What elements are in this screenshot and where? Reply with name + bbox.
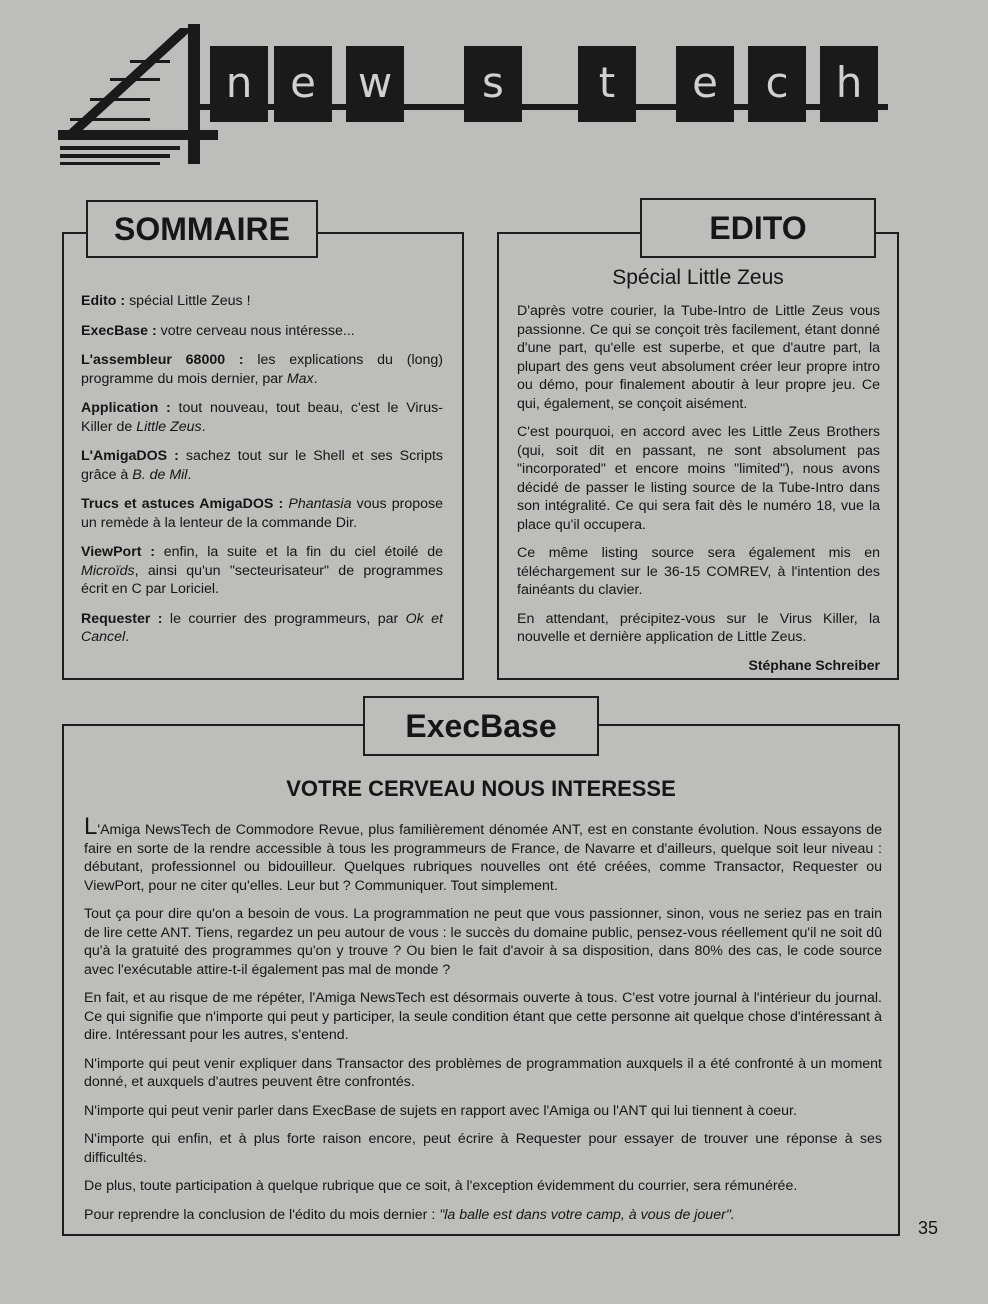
logo-tile: s <box>464 46 522 122</box>
sommaire-item: Requester : le courrier des programmeurs, par Ok et Cancel. <box>81 610 443 645</box>
execbase-title: ExecBase <box>363 696 599 756</box>
news-tech-logo <box>30 18 870 168</box>
logo-four-icon <box>30 18 230 168</box>
execbase-paragraph: En fait, et au risque de me répéter, l'Amiga NewsTech est désormais ouverte à tous. C'est votre journal à l'intérieur du journal. Ce qui signifie que n'importe qui peut y participer, la seule condition étant que cette personne ait quelque chose d'intéressant à dire. Intéressant pour les autres, s'entend. <box>84 990 882 1043</box>
sommaire-item: Trucs et astuces AmigaDOS : Phantasia vous propose un remède à la lenteur de la commande Dir. <box>81 496 443 531</box>
execbase-paragraph: Tout ça pour dire qu'on a besoin de vous. La programmation ne peut que vous passionner, sinon, vous ne seriez pas en train de lire cette ANT. Tiens, regardez un peu autour de vous : le succès du domaine public, pensez-vous réellement qu'il ne soit dû qu'à la gratuité des programmes qu'on y trouve ? Ou bien le fait d'avoir à sa disposition, dans 80% des cas, le code source avec l'exécutable attire-t-il également pas mal de monde ? <box>84 906 882 978</box>
sommaire-list <box>81 292 443 658</box>
sommaire-item: Edito : spécial Little Zeus ! <box>81 293 251 309</box>
execbase-heading: VOTRE CERVEAU NOUS INTERESSE <box>286 776 676 801</box>
edito-paragraph: C'est pourquoi, en accord avec les Little Zeus Brothers (qui, soit dit en passant, ne sont absolument pas "incorporated" et encore moins "limited"), nous avons décidé de passer le listing source de la Tube-Intro dans son intégralité. Ce qui sera fait dès le numéro 18, vue la place qu'il occupera. <box>517 424 880 533</box>
logo-tile: n <box>210 46 268 122</box>
closing-quote: "la balle est dans votre camp, à vous de jouer". <box>439 1206 735 1223</box>
edito-paragraph: En attendant, précipitez-vous sur le Virus Killer, la nouvelle et dernière application de Little Zeus. <box>517 610 880 645</box>
execbase-body <box>84 813 882 1234</box>
sommaire-item: ViewPort : enfin, la suite et la fin du ciel étoilé de Microïds, ainsi qu'un "secteurisateur" de programmes écrit en C par Loriciel. <box>81 544 443 597</box>
edito-paragraph: D'après votre courier, la Tube-Intro de Little Zeus vous passionne. Ce qui se conçoit très facilement, étant donné d'une part, qu'elle est superbe, et que d'autre part, la plupart des gens veut absolument créer leur propre intro ou démo, pour finalement aboutir à leur propre jeu. Ce qui, également, se conçoit aisément. <box>517 303 880 412</box>
edito-title: EDITO <box>640 198 876 258</box>
logo-tile: w <box>346 46 404 122</box>
drop-cap: L <box>84 813 98 840</box>
execbase-paragraph: N'importe qui peut venir expliquer dans Transactor des problèmes de programmation auxquels il a été confronté à un moment donné, et auxquels d'autres peuvent être confrontés. <box>84 1055 882 1090</box>
execbase-paragraph: L'Amiga NewsTech de Commodore Revue, plus familièrement dénomée ANT, est en constante évolution. Nous essayons de faire en sorte de la rendre accessible à tous les programmeurs de France, de Navarre et d'ailleurs, quelque soit leur niveau : débutant, professionnel ou bidouilleur. Quelques rubriques nouvelles ont été créées, comme Transactor, Requester ou ViewPort, pour ne citer qu'elles. Leur but ? Communiquer. Tout simplement. <box>84 813 882 894</box>
execbase-paragraph: N'importe qui enfin, et à plus forte raison encore, peut écrire à Requester pour essayer de trouver une réponse à ses difficultés. <box>84 1131 882 1166</box>
execbase-paragraph: N'importe qui peut venir parler dans ExecBase de sujets en rapport avec l'Amiga ou l'ANT qui lui tiennent à coeur. <box>84 1102 797 1119</box>
sommaire-item: Application : tout nouveau, tout beau, c'est le Virus-Killer de Little Zeus. <box>81 400 443 435</box>
logo-tile: t <box>578 46 636 122</box>
edito-subtitle: Spécial Little Zeus <box>612 266 784 289</box>
logo-tile: h <box>820 46 878 122</box>
logo-tile: e <box>676 46 734 122</box>
execbase-paragraph: De plus, toute participation à quelque rubrique que ce soit, à l'exception évidemment du courrier, sera rémunérée. <box>84 1178 798 1194</box>
execbase-paragraph: Pour reprendre la conclusion de l'édito du mois dernier : "la balle est dans votre camp, à vous de jouer". <box>84 1206 735 1223</box>
page-number: 35 <box>918 1218 939 1238</box>
edito-body <box>517 302 880 673</box>
logo-tile: c <box>748 46 806 122</box>
sommaire-title: SOMMAIRE <box>86 200 318 258</box>
logo-tile: e <box>274 46 332 122</box>
sommaire-item: L'AmigaDOS : sachez tout sur le Shell et ses Scripts grâce à B. de Mil. <box>81 448 443 483</box>
sommaire-item: L'assembleur 68000 : les explications du (long) programme du mois dernier, par Max. <box>81 352 443 387</box>
sommaire-item: ExecBase : votre cerveau nous intéresse... <box>81 322 355 339</box>
edito-paragraph: Ce même listing source sera également mis en téléchargement sur le 36-15 COMREV, à l'intention des fainéants du clavier. <box>517 545 880 598</box>
edito-signature: Stéphane Schreiber <box>748 656 880 673</box>
